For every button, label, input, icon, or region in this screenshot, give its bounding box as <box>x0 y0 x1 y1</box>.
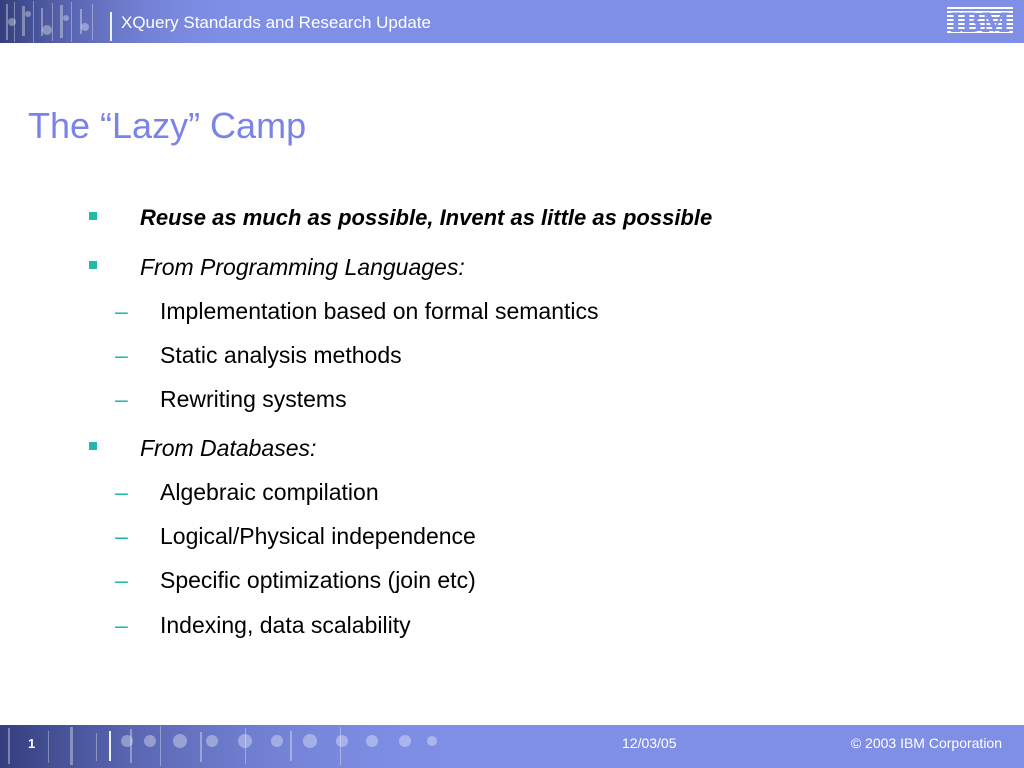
bullet-item: From Databases: <box>140 435 317 461</box>
bullet-item: From Programming Languages: <box>140 254 465 280</box>
svg-text:IBM: IBM <box>950 6 1010 36</box>
sub-bullet-item: Algebraic compilation <box>160 479 379 505</box>
sub-bullet-item: Indexing, data scalability <box>160 612 411 638</box>
sub-bullet-item: Static analysis methods <box>160 342 402 368</box>
bullet-dash-icon: – <box>115 523 128 549</box>
page-number: 1 <box>28 736 36 751</box>
sub-bullet-item: Logical/Physical independence <box>160 523 476 549</box>
bullet-dash-icon: – <box>115 386 128 412</box>
footer-bar <box>0 725 1024 768</box>
bullet-item: Reuse as much as possible, Invent as little as possible <box>140 205 713 230</box>
sub-bullet-item: Implementation based on formal semantics <box>160 298 599 324</box>
bullet-dash-icon: – <box>115 298 128 324</box>
footer-decorative-pattern <box>0 725 470 768</box>
bullet-dash-icon: – <box>115 612 128 638</box>
presentation-title: XQuery Standards and Research Update <box>121 13 431 32</box>
slide-title: The “Lazy” Camp <box>28 105 307 146</box>
footer-divider <box>109 731 111 761</box>
slide-date: 12/03/05 <box>622 735 677 751</box>
sub-bullet-item: Specific optimizations (join etc) <box>160 567 476 593</box>
bullet-dash-icon: – <box>115 567 128 593</box>
bullet-dash-icon: – <box>115 342 128 368</box>
bullet-square-icon <box>89 442 97 450</box>
bullet-dash-icon: – <box>115 479 128 505</box>
bullet-square-icon <box>89 212 97 220</box>
copyright-notice: © 2003 IBM Corporation <box>850 735 1002 751</box>
sub-bullet-item: Rewriting systems <box>160 386 347 412</box>
bullet-square-icon <box>89 261 97 269</box>
